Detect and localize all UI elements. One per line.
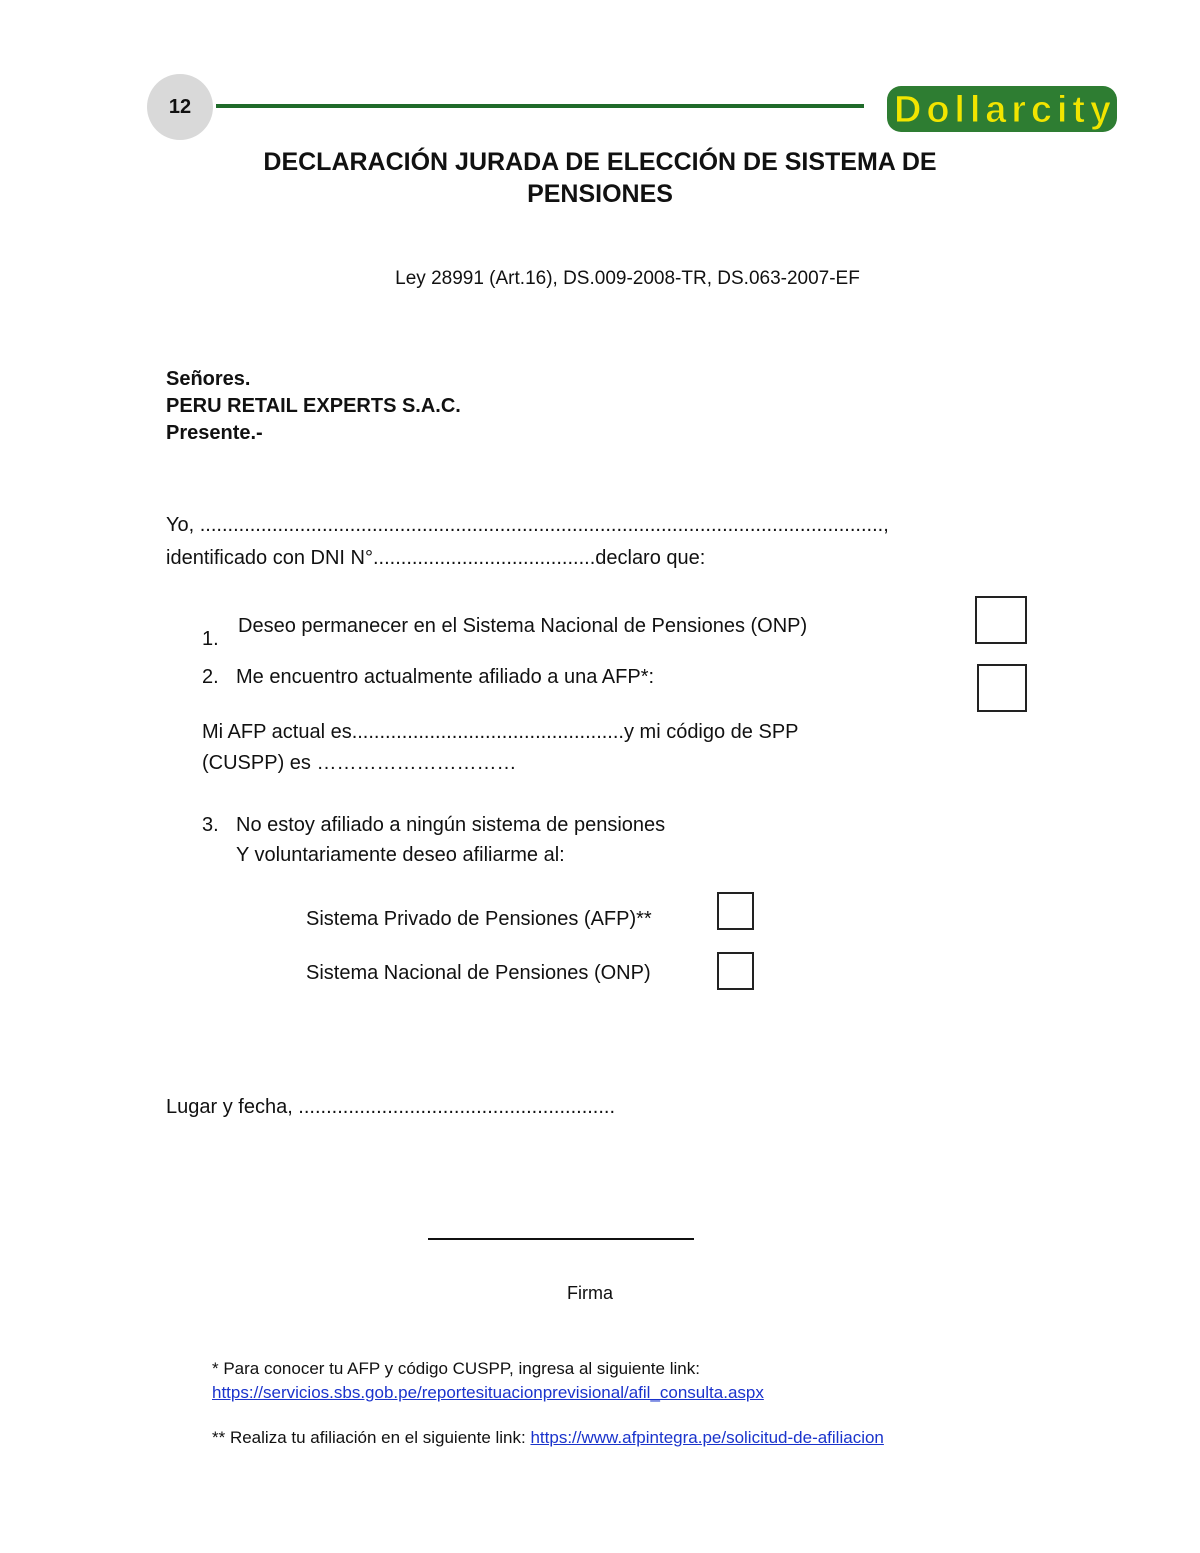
signature-label: Firma — [567, 1283, 613, 1303]
footnote-2 — [212, 1427, 884, 1449]
page-number-badge — [147, 74, 213, 140]
footnote-2-text: ** Realiza tu afiliación en el siguiente link: — [212, 1428, 531, 1447]
option-2-checkbox[interactable] — [977, 664, 1027, 712]
option-2-number: 2. — [202, 666, 219, 688]
option-3-text: No estoy afiliado a ningún sistema de pensiones — [236, 814, 666, 836]
page-number: 12 — [168, 95, 192, 118]
sub-option-afp-checkbox[interactable] — [717, 892, 754, 930]
title-line-1: DECLARACIÓN JURADA DE ELECCIÓN DE SISTEMA DE — [263, 148, 937, 176]
footnote-2-link[interactable]: https://www.afpintegra.pe/solicitud-de-afiliacion — [530, 1428, 884, 1447]
option-3-number: 3. — [202, 814, 219, 836]
salutation: Señores. — [166, 368, 251, 390]
law-reference: Ley 28991 (Art.16), DS.009-2008-TR, DS.063-2007-EF — [395, 268, 860, 289]
sub-option-afp-text: Sistema Privado de Pensiones (AFP)** — [306, 908, 652, 930]
document-title — [200, 146, 1000, 210]
dollarcity-logo — [884, 80, 1120, 143]
sub-option-onp-text: Sistema Nacional de Pensiones (ONP) — [306, 962, 651, 984]
option-1-checkbox[interactable] — [975, 596, 1027, 644]
signature-line — [428, 1238, 694, 1240]
company-name: PERU RETAIL EXPERTS S.A.C. — [166, 395, 461, 417]
option-3-subtext: Y voluntariamente deseo afiliarme al: — [236, 844, 565, 866]
footnote-1-link[interactable]: https://servicios.sbs.gob.pe/reportesituacionprevisional/afil_consulta.aspx — [212, 1383, 764, 1402]
declarant-name-line: Yo, ..........................................................................................................................., — [166, 514, 889, 536]
afp-current-line: Mi AFP actual es.................................................y mi código de SPP — [202, 721, 799, 743]
dni-line: identificado con DNI N°........................................declaro que: — [166, 547, 706, 569]
footnote-1-text: * Para conocer tu AFP y código CUSPP, ingresa al siguiente link: — [212, 1359, 700, 1378]
option-1-text: Deseo permanecer en el Sistema Nacional de Pensiones (ONP) — [238, 615, 808, 637]
option-1-number: 1. — [202, 628, 219, 650]
header-rule — [216, 104, 864, 108]
place-date-line: Lugar y fecha, ......................................................... — [166, 1096, 616, 1118]
svg-text:Dollarcity: Dollarcity — [894, 89, 1110, 131]
sub-option-onp-checkbox[interactable] — [717, 952, 754, 990]
cuspp-line: (CUSPP) es ………………………… — [202, 752, 517, 774]
presente-label: Presente.- — [166, 422, 263, 444]
option-2-text: Me encuentro actualmente afiliado a una AFP*: — [236, 666, 655, 688]
title-line-2: PENSIONES — [527, 180, 673, 208]
